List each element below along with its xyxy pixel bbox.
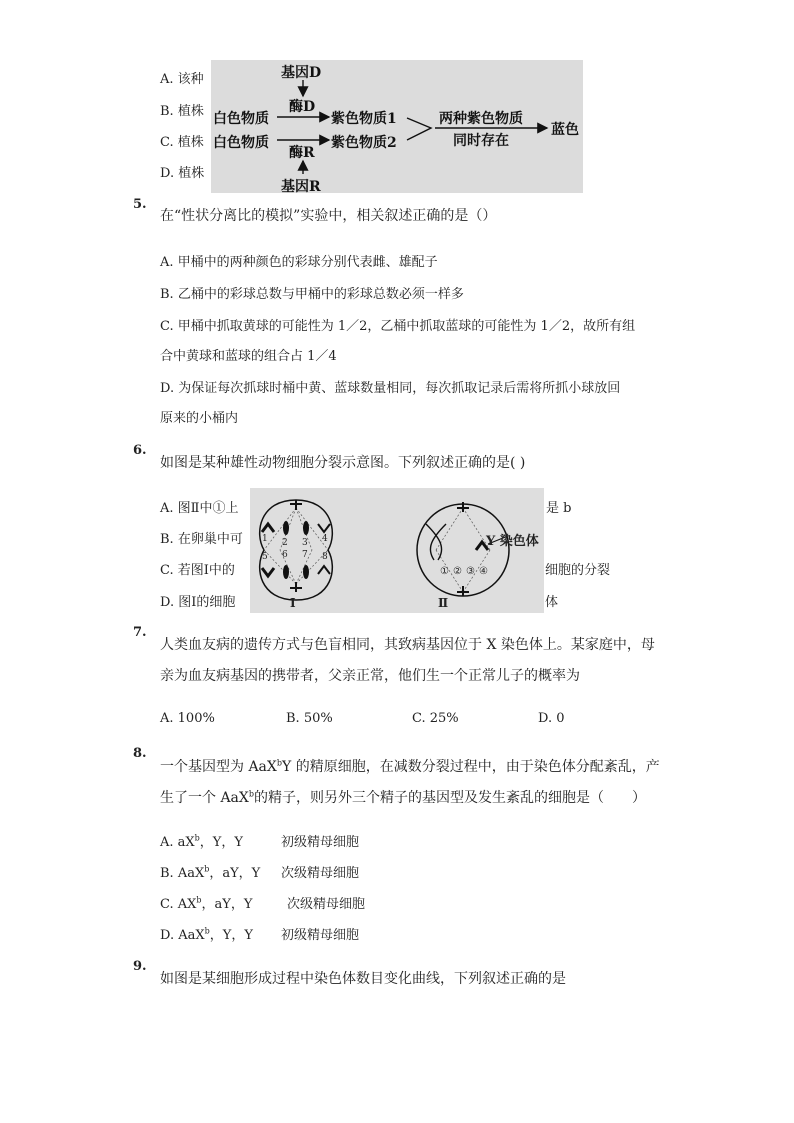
q6-option-a-tail: 是 b (546, 501, 572, 516)
cell1-num-1: 1 (262, 534, 268, 544)
white-substance-2: 白色物质 (213, 135, 269, 151)
q8-option-d-cell: 初级精母细胞 (281, 928, 360, 943)
pathway-arrows (211, 60, 583, 193)
superscript-b: b (276, 758, 282, 768)
q8-stem-line1-a: 一个基因型为 AaX (160, 759, 277, 775)
y-chromosome-label: Y 染色体 (486, 534, 539, 549)
q8-option-a-genotype: A. aX (160, 835, 195, 850)
superscript-b: b (204, 926, 210, 936)
q6-option-c: C. 若图Ⅰ中的 (160, 563, 235, 578)
q5-option-d: D. 为保证每次抓球时桶中黄、蓝球数量相同，每次抓取记录后需将所抓小球放回 (160, 381, 621, 396)
q9-number: 9. (133, 959, 147, 974)
cell-1-label: Ⅰ (290, 596, 296, 610)
q8-option-d-genotype: D. AaX (160, 928, 205, 943)
q7-option-b: B. 50% (286, 711, 333, 726)
q8-option-b-cell: 次级精母细胞 (281, 866, 360, 881)
q6-option-d: D. 图Ⅰ的细胞 (160, 595, 236, 610)
cell-diagrams (250, 488, 544, 613)
cell1-num-8: 8 (322, 552, 328, 562)
cell1-num-5: 5 (262, 552, 268, 562)
q5-option-c: C. 甲桶中抓取黄球的可能性为 1／2，乙桶中抓取蓝球的可能性为 1／2，故所有组 (160, 319, 636, 334)
cell2-num-2: ② (453, 566, 462, 577)
superscript-b: b (196, 895, 202, 905)
superscript-b: b (248, 789, 254, 799)
cell1-num-7: 7 (302, 550, 308, 560)
q8-option-c-cell: 次级精母细胞 (287, 897, 366, 912)
enzyme-d-label: 酶D (289, 99, 316, 115)
q7-option-a: A. 100% (160, 711, 215, 726)
q5-option-c-cont: 合中黄球和蓝球的组合占 1／4 (160, 349, 337, 364)
q6-stem: 如图是某种雄性动物细胞分裂示意图。下列叙述正确的是( ) (160, 455, 526, 471)
q8-option-d-rest: ，Y，Y (209, 928, 253, 943)
q8-option-d (160, 924, 253, 943)
q6-number: 6. (133, 443, 147, 458)
cell1-num-2: 2 (282, 538, 288, 548)
q8-stem-line2-b: 的精子，则另外三个精子的基因型及发生紊乱的细胞是（ ） (254, 790, 646, 806)
cell1-num-3: 3 (302, 538, 308, 548)
q6-option-b: B. 在卵巢中可 (160, 532, 243, 547)
cell-2-label: Ⅱ (438, 596, 449, 610)
q7-number: 7. (133, 625, 147, 640)
q8-stem-line1-b: Y 的精原细胞，在减数分裂过程中，由于染色体分配紊乱，产 (282, 759, 660, 775)
q6-option-a: A. 图Ⅱ中①上 (160, 501, 239, 516)
q4-option-d: D. 植株 (160, 166, 205, 181)
q5-option-b: B. 乙桶中的彩球总数与甲桶中的彩球总数必须一样多 (160, 287, 464, 302)
q8-stem-line2-a: 生了一个 AaX (160, 790, 249, 806)
q6-option-c-tail: 细胞的分裂 (545, 563, 611, 578)
q8-stem-line2 (160, 787, 646, 807)
coexist-label: 同时存在 (453, 133, 509, 149)
superscript-b: b (204, 864, 210, 874)
q8-stem-line1 (160, 756, 660, 776)
blue-label: 蓝色 (551, 122, 579, 138)
cell2-num-4: ④ (479, 566, 488, 577)
q8-option-b (160, 862, 260, 881)
q9-stem: 如图是某细胞形成过程中染色体数目变化曲线，下列叙述正确的是 (160, 971, 566, 987)
q4-option-b: B. 植株 (160, 104, 204, 119)
q5-stem: 在“性状分离比的模拟”实验中，相关叙述正确的是（） (160, 208, 497, 224)
q7-stem-line1: 人类血友病的遗传方式与色盲相同，其致病基因位于 X 染色体上。某家庭中，母 (160, 637, 655, 653)
q7-option-d: D. 0 (538, 711, 565, 726)
q8-option-b-rest: ，aY，Y (209, 866, 261, 881)
both-purple-label: 两种紫色物质 (439, 111, 523, 127)
q6-cell-division-figure (250, 488, 544, 613)
q5-number: 5. (133, 197, 147, 212)
purple-substance-1: 紫色物质1 (331, 111, 397, 127)
enzyme-r-label: 酶R (289, 145, 315, 161)
purple-substance-2: 紫色物质2 (331, 135, 397, 151)
q4-option-a: A. 该种 (160, 72, 204, 87)
q7-stem-line2: 亲为血友病基因的携带者，父亲正常，他们生一个正常儿子的概率为 (160, 668, 580, 684)
cell1-num-6: 6 (282, 550, 288, 560)
gene-r-label: 基因R (281, 179, 321, 195)
q8-number: 8. (133, 746, 147, 761)
cell1-num-4: 4 (322, 534, 328, 544)
q5-option-a: A. 甲桶中的两种颜色的彩球分别代表雌、雄配子 (160, 255, 438, 270)
q6-option-d-tail: 体 (545, 595, 559, 610)
q8-option-c-rest: ，aY，Y (201, 897, 253, 912)
cell2-num-3: ③ (466, 566, 475, 577)
q7-option-c: C. 25% (412, 711, 459, 726)
cell2-num-1: ① (440, 566, 450, 577)
q8-option-a (160, 831, 243, 850)
q4-option-c: C. 植株 (160, 135, 204, 150)
superscript-b: b (194, 833, 200, 843)
gene-d-label: 基因D (281, 65, 322, 81)
q5-option-d-cont: 原来的小桶内 (160, 411, 239, 426)
q8-option-b-genotype: B. AaX (160, 866, 205, 881)
white-substance-1: 白色物质 (213, 111, 269, 127)
q8-option-a-cell: 初级精母细胞 (281, 835, 360, 850)
q8-option-c-genotype: C. AX (160, 897, 197, 912)
q4-pathway-figure (211, 60, 583, 193)
q8-option-a-rest: ，Y，Y (199, 835, 243, 850)
q8-option-c (160, 893, 252, 912)
